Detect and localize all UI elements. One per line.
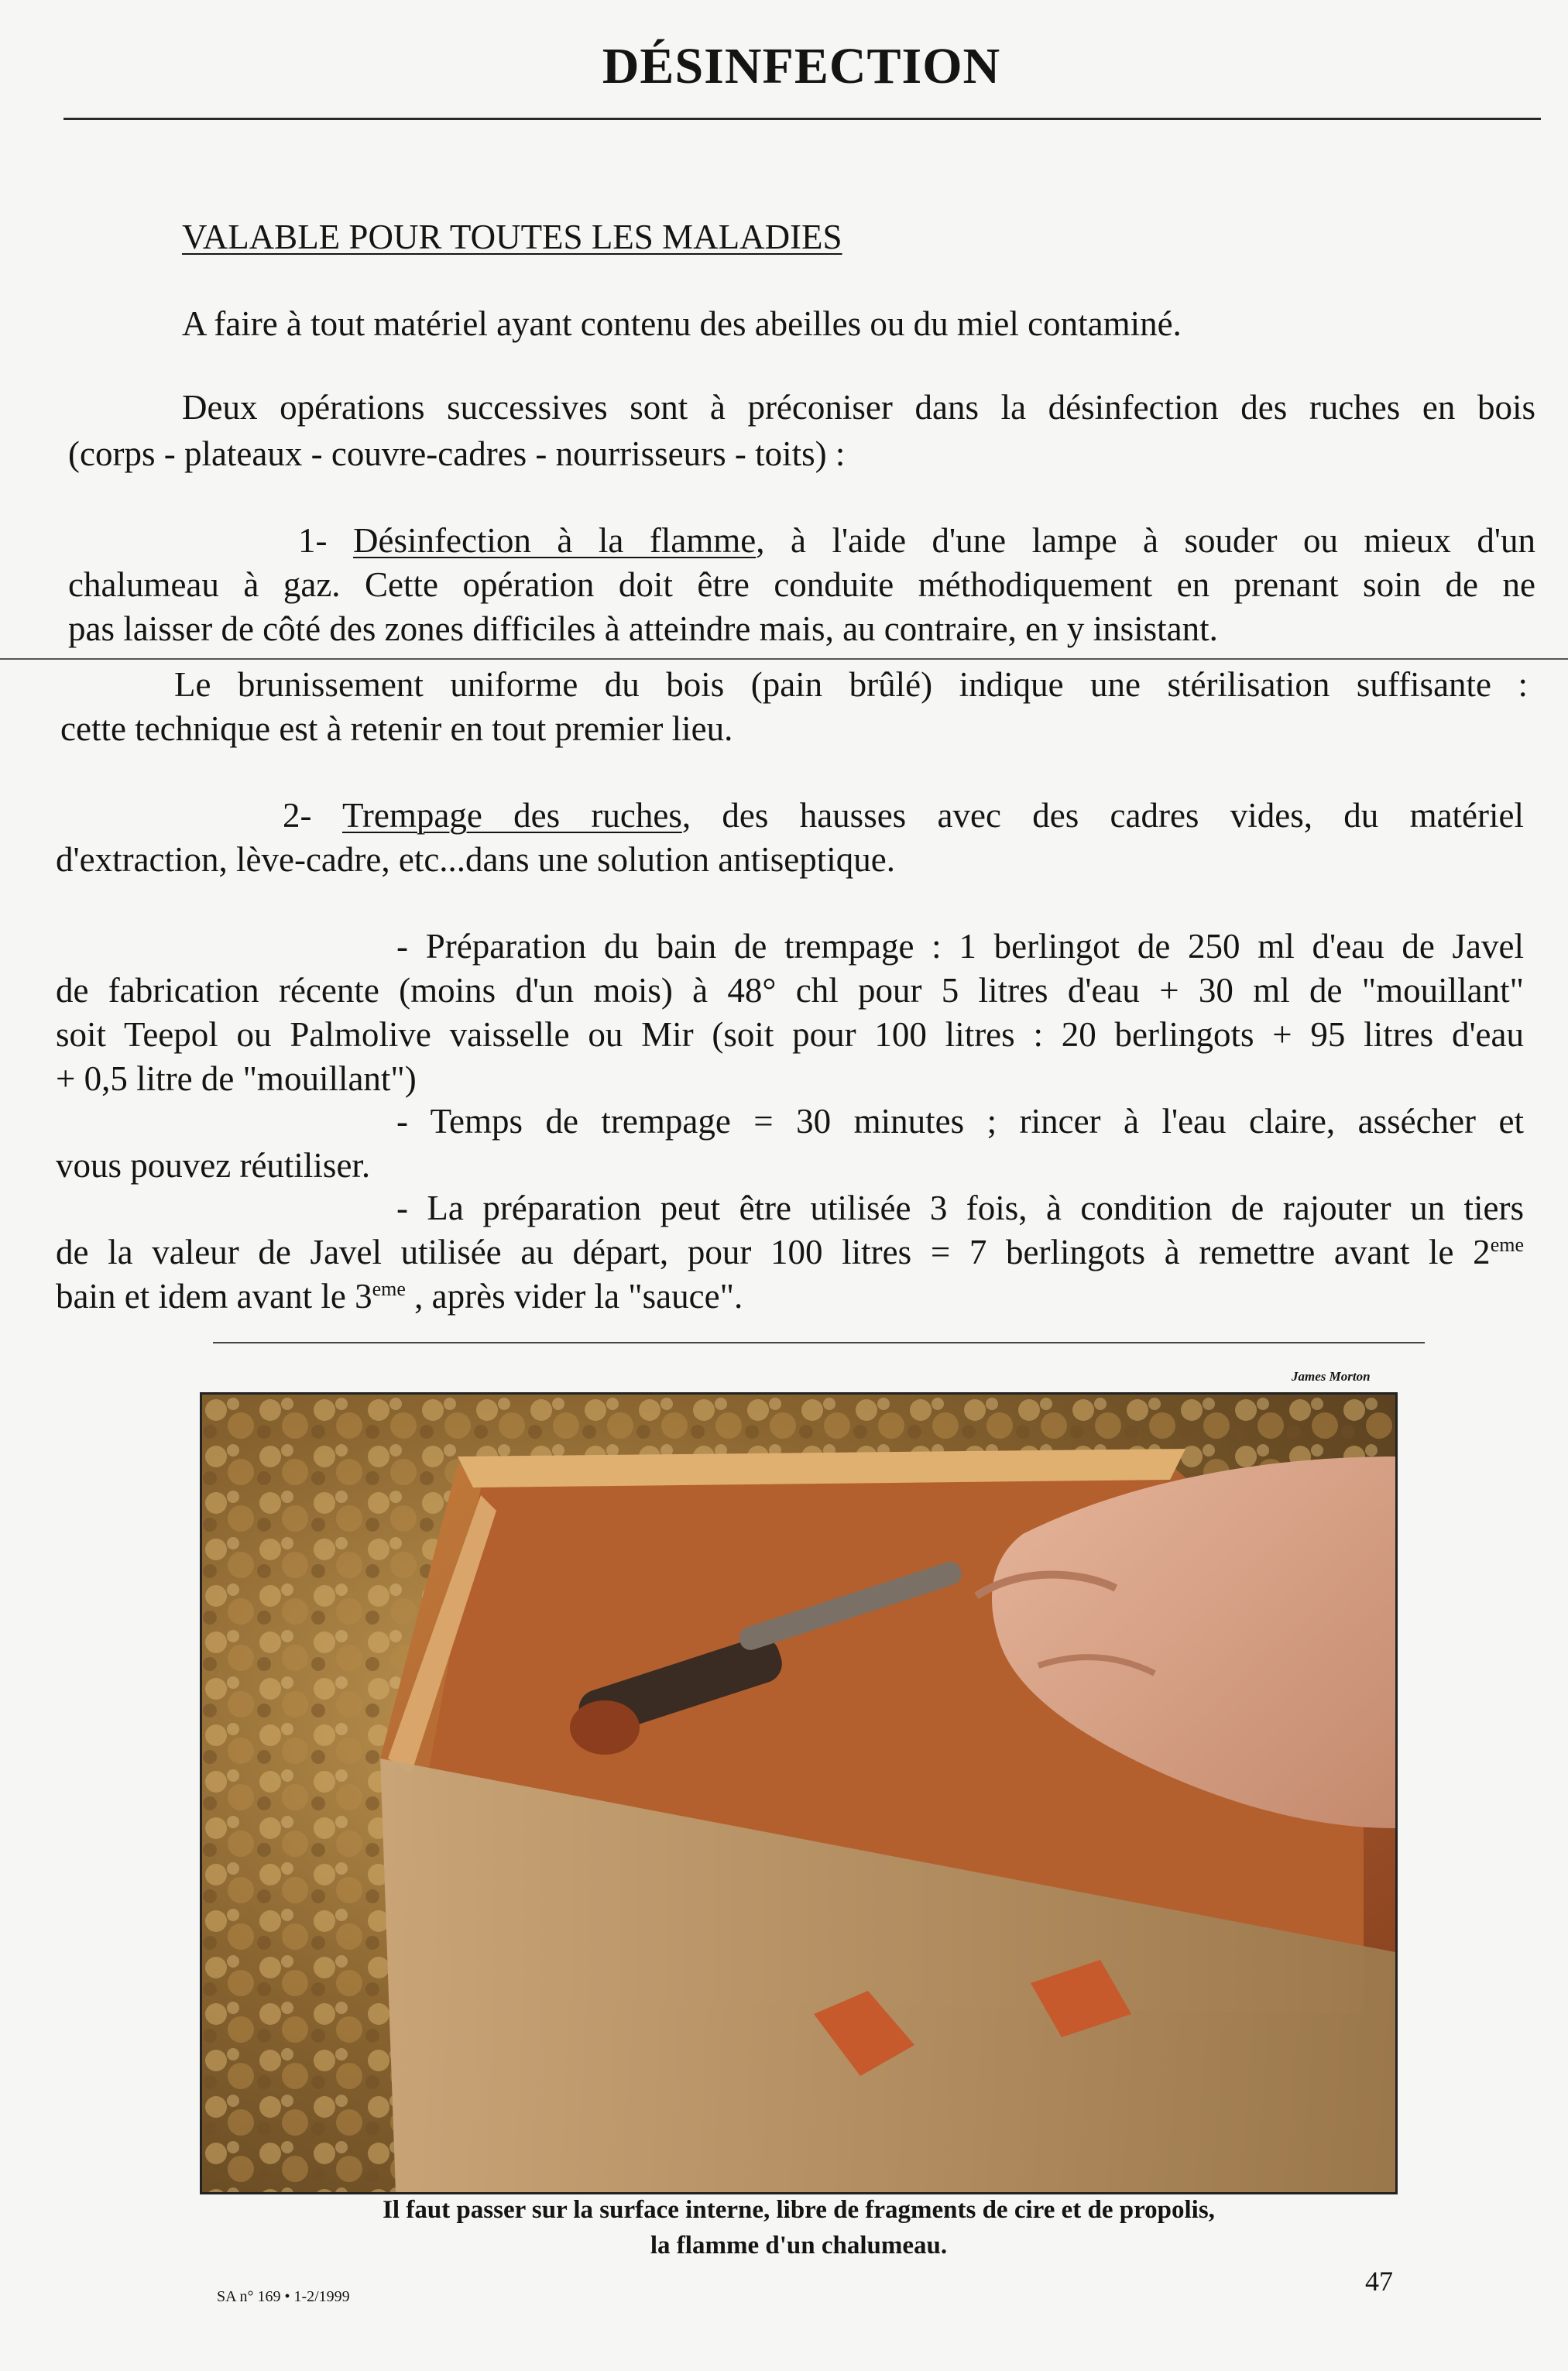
preparation-line-2: de fabrication récente (moins d'un mois) à 48° chl pour 5 litres d'eau + 30 ml de "mouillant" [56,971,1524,1010]
footer-reference: SA n° 169 • 1-2/1999 [217,2288,350,2305]
operation-2-line-2: d'extraction, lève-cadre, etc...dans une solution antiseptique. [56,840,895,879]
preparation-line-4: + 0,5 litre de "mouillant") [56,1059,417,1098]
operation-1-line-4: Le brunissement uniforme du bois (pain brûlé) indique une stérilisation suffisante : [174,665,1528,704]
photo-caption-line-2: la flamme d'un chalumeau. [650,2232,948,2259]
reuse-line-3: bain et idem avant le 3eme , après vider la "sauce". [56,1277,743,1316]
photo-caption-line-1: Il faut passer sur la surface interne, libre de fragments de cire et de propolis, [383,2196,1215,2224]
preparation-line-3: soit Teepol ou Palmolive vaisselle ou Mir (soit pour 100 litres : 20 berlingots + 95 litres d'eau [56,1015,1524,1054]
operations-intro-line-2: (corps - plateaux - couvre-cadres - nourrisseurs - toits) : [68,434,846,473]
photo-top-divider [213,1342,1425,1343]
photo-illustration [202,1395,1395,2192]
operation-1-line-2: chalumeau à gaz. Cette opération doit être conduite méthodiquement en prenant soin de ne [68,565,1535,604]
title-divider [63,118,1541,120]
preparation-line-1: - Préparation du bain de trempage : 1 berlingot de 250 ml d'eau de Javel [396,927,1524,966]
operation-1-line-1 [298,519,1535,563]
intro-paragraph: A faire à tout matériel ayant contenu des abeilles ou du miel contaminé. [182,304,1182,343]
operation-1-label: Désinfection à la flamme [353,521,757,560]
operation-2-label: Trempage des ruches [342,796,682,835]
soak-time-line-2: vous pouvez réutiliser. [56,1146,371,1185]
soak-time-line-1: - Temps de trempage = 30 minutes ; rincer à l'eau claire, assécher et [396,1102,1524,1141]
reuse-line-1: - La préparation peut être utilisée 3 fois, à condition de rajouter un tiers [396,1189,1524,1227]
operation-2-number: 2- [283,796,312,835]
operation-1-number: 1- [298,521,328,560]
photo-credit: James Morton [1292,1369,1371,1384]
operation-1-line-1-rest: , à l'aide d'une lampe à souder ou mieux d'un [756,521,1536,560]
operation-2-line-1-rest: , des hausses avec des cadres vides, du matériel [681,796,1524,835]
operation-1-line-3: pas laisser de côté des zones difficiles à atteindre mais, au contraire, en y insistant. [68,609,1218,648]
operations-intro-line-1: Deux opérations successives sont à préconiser dans la désinfection des ruches en bois [182,388,1535,427]
page-title: DÉSINFECTION [602,38,1001,94]
section-heading: VALABLE POUR TOUTES LES MALADIES [182,218,842,256]
operation-2-line-1 [283,794,1524,838]
reuse-line-2: de la valeur de Javel utilisée au départ, pour 100 litres = 7 berlingots à remettre avant le 2eme [56,1233,1524,1271]
operation-1-line-5: cette technique est à retenir en tout premier lieu. [60,709,733,748]
scan-divider [0,658,1568,660]
hive-flame-photo [200,1392,1398,2194]
page-number: 47 [1365,2266,1393,2297]
